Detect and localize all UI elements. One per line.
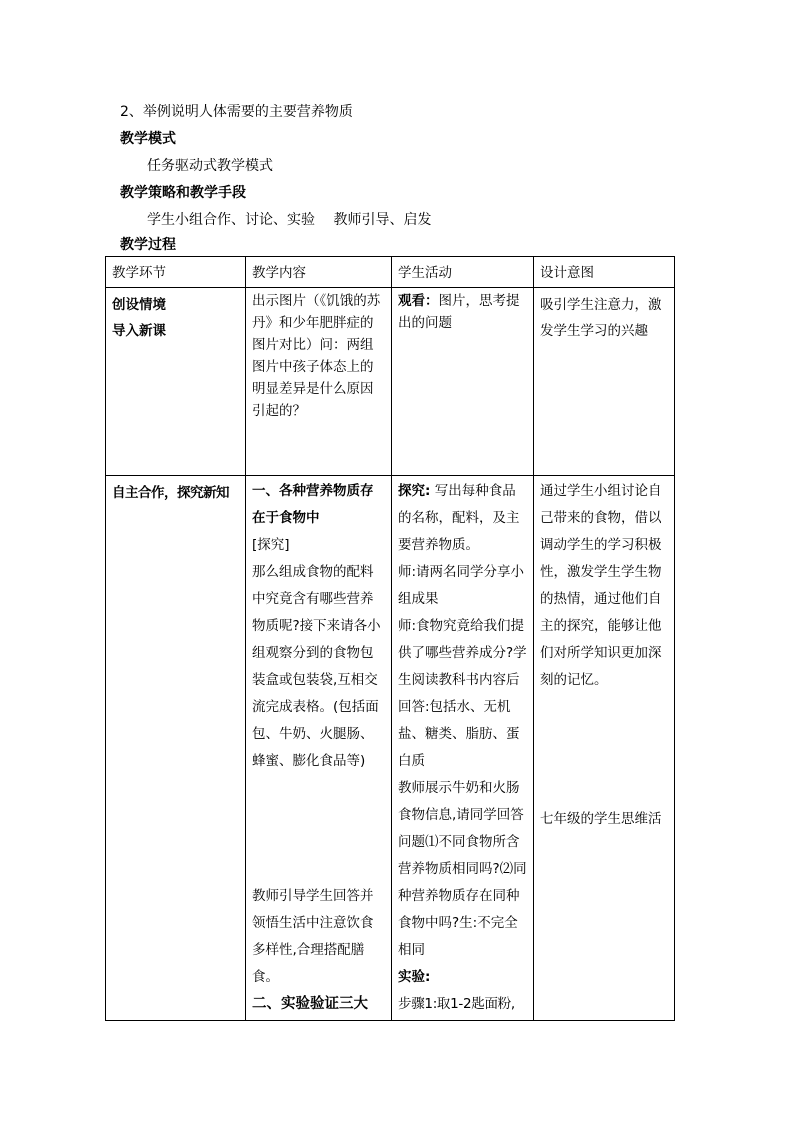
table-row: [106, 476, 675, 1021]
lesson-process-table: [105, 256, 675, 1021]
activity-text: 写出每种食品的名称，配料，及主要营养物质。: [398, 483, 520, 553]
activity-paragraph: 教师展示牛奶和火肠食物信息,请同学回答问题⑴不同食物所含营养物质相同吗?⑵同种营养物质存在同种食物中吗?生:不完全相同: [398, 780, 527, 958]
content-cell: 出示图片（《饥饿的苏丹》和少年肥胖症的图片对比）问：两组图片中孩子体态上的明显差异是什么原因引起的？: [246, 288, 392, 476]
content-heading: 一、各种营养物质存在于食物中: [252, 483, 374, 526]
objective-2: 2、举例说明人体需要的主要营养物质: [120, 104, 353, 120]
experiment-label: 实验:: [398, 969, 431, 985]
stage-cell: [106, 476, 246, 1021]
activity-cell: [392, 288, 534, 476]
experiment-step: 步骤1:取1-2匙面粉,: [398, 996, 515, 1012]
intent-cell: [534, 476, 675, 1021]
content-guide: 教师引导学生回答并领悟生活中注意饮食多样性,合理搭配膳食。: [252, 888, 374, 985]
activity-label: 探究:: [398, 483, 431, 499]
activity-label: 观看：: [398, 293, 439, 309]
intent-next: 七年级的学生思维活: [540, 811, 662, 827]
column-header-intent: 设计意图: [534, 257, 675, 288]
stage-line: 自主合作，探究新知: [112, 485, 229, 501]
activity-paragraph: 师:请两名同学分享小组成果: [398, 564, 525, 607]
content-heading-2: 二、实验验证三大: [252, 996, 368, 1012]
intent-text: 通过学生小组讨论自己带来的食物，借以调动学生的学习积极性，激发学生学生物的热情，通过他们自主的探究，能够让他们对所学知识更加深刻的记忆。: [540, 483, 662, 688]
activity-cell: [392, 476, 534, 1021]
strategy-text: 学生小组合作、讨论、实验 教师引导、启发: [147, 212, 432, 228]
content-tag: [探究]: [252, 537, 290, 553]
content-cell: [246, 476, 392, 1021]
strategy-heading: 教学策略和教学手段: [120, 185, 246, 201]
process-heading: 教学过程: [120, 237, 176, 253]
content-body: 那么组成食物的配料中究竟含有哪些营养物质呢?接下来请各小组观察分到的食物包装盒或包装袋,互相交流完成表格。(包括面包、牛奶、火腿肠、蜂蜜、膨化食品等): [252, 564, 381, 769]
spacer: [252, 775, 385, 883]
stage-cell: [106, 288, 246, 476]
mode-text: 任务驱动式教学模式: [147, 158, 273, 174]
column-header-content: 教学内容: [246, 257, 392, 288]
mode-heading: 教学模式: [120, 131, 176, 147]
table-header-row: [106, 257, 675, 288]
activity-paragraph: 师:食物究竟给我们提供了哪些营养成分?学生阅读教科书内容后回答:包括水、无机盐、糖类、脂肪、蛋白质: [398, 618, 527, 769]
intent-cell: 吸引学生注意力，激发学生学习的兴趣: [534, 288, 675, 476]
stage-line: 导入新课: [112, 323, 166, 339]
activity-text: 图片，思考提出的问题: [398, 293, 520, 331]
column-header-activity: 学生活动: [392, 257, 534, 288]
column-header-stage: 教学环节: [106, 257, 246, 288]
stage-line: 创设情境: [112, 297, 166, 313]
table-row: [106, 288, 675, 476]
